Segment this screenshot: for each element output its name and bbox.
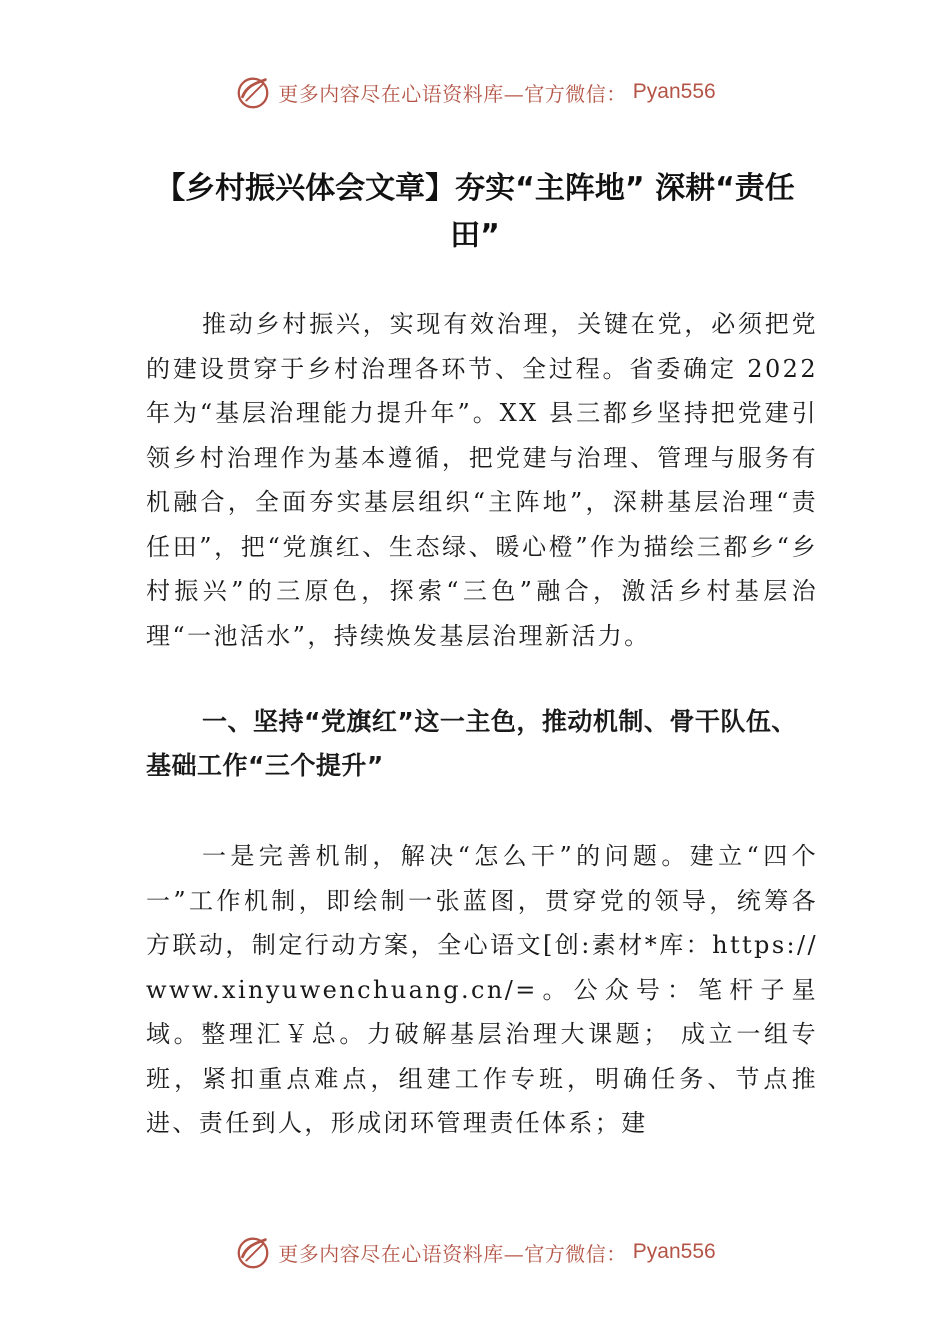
watermark-banner-top bbox=[0, 70, 950, 114]
watermark-banner-bottom bbox=[0, 1230, 950, 1274]
section-heading-1: 一、坚持“党旗红”这一主色，推动机制、骨干队伍、基础工作“三个提升” bbox=[146, 707, 797, 780]
logo-icon bbox=[234, 73, 272, 111]
logo-icon bbox=[234, 1233, 272, 1271]
paragraph-intro: 推动乡村振兴，实现有效治理，关键在党，必须把党的建设贯穿于乡村治理各环节、全过程。省委确定 2022 年为“基层治理能力提升年”。XX 县三都乡坚持把党建引领乡村治理作为基本遵循，把党建与治理、管理与服务有机融合，全面夯实基层组织“主阵地”，深耕基层治理“责任田”，把“党旗红、生态绿、暖心橙”作为描绘三都乡“乡村振兴”的三原色，探索“三色”融合，激活乡村基层治理“一池活水”，持续焕发基层治理新活力。 bbox=[146, 310, 818, 650]
watermark-wechat-id: Pyan556 bbox=[632, 80, 716, 103]
watermark-text: 更多内容尽在心语资料库—官方微信： bbox=[278, 81, 627, 106]
paragraph-body: 一是完善机制，解决“怎么干”的问题。建立“四个一”工作机制，即绘制一张蓝图，贯穿党的领导，统筹各方联动，制定行动方案，全心语文[创:素材*库：https://www.xinyuwenchuang.cn/=。公众号：笔杆子星域。整理汇￥总。力破解基层治理大课题； 成立一组专班，紧扣重点难点，组建工作专班，明确任务、节点推进、责任到人，形成闭环管理责任体系；建 bbox=[146, 842, 818, 1137]
watermark-text: 更多内容尽在心语资料库—官方微信： bbox=[278, 1241, 627, 1266]
page-title: 【乡村振兴体会文章】夯实“主阵地” 深耕“责任田” bbox=[155, 171, 795, 253]
watermark-wechat-id: Pyan556 bbox=[632, 1240, 716, 1263]
